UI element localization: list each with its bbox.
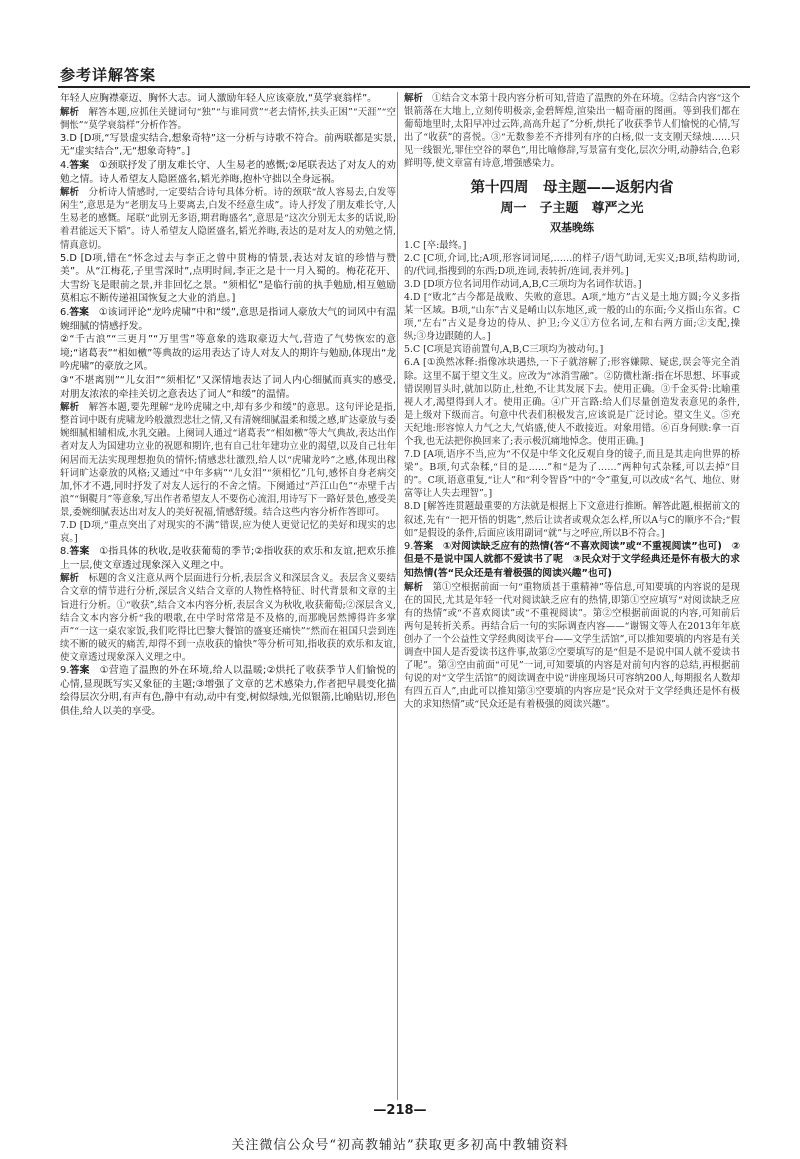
explanation-text: 分析诗人情感时,一定要结合诗句具体分析。诗的颈联“故人容易去,白发等闲生”,意思是为“老朋友马上要离去,白发不经意生成”。诗人抒发了朋友难长守,人生易老的感慨。尾联“此别无多语,期君晦盛名”,意思是“这次分别无太多的话说,盼着君能远天下韬”。诗人希望友人隐匿盛名,韬光养晦,表达的是对友人的劝勉之情,情真意切。 [60, 187, 396, 251]
item-number: 4. [60, 159, 70, 171]
answer-item: 8.D [解答连贯题最重要的方法就是根据上下文意进行推断。解答此题,根据前文的叙述,先有“一把开悟的钥匙”,然后让读者或观众怎么样,所以A与C的顺序不合;“假如”是假设的条件,后面应该用副词“就”与之呼应,所以B不符合。] [404, 501, 740, 539]
answer-item: 5.C [C项是宾语前置句,A,B,C三项均为被动句。] [404, 344, 604, 356]
week-heading: 第十四周 母主题——返躬内省 [470, 179, 674, 196]
explanation-text: 解答本题,要先理解“龙吟虎啸之中,却有多少和缓”的意思。这句评论是指,整首词中既有虎啸龙吟般激烈悲壮之情,又有清婉细腻温柔和缓之感,旷达豪放与委婉细腻相辅相成,水乳交融。上阕词人通过“诸葛表”“相如檄”等大气典故,表达出作者对友人为国建功立业的祝愿和期许,也有自己壮年建功立业的渴望,以及自己壮年闲居而无法实现理想抱负的情怀;情感悲壮激烈,给人以“虎啸龙吟”之感,体现出稼轩词旷达豪放的风格;又通过“中年多病”“儿女泪”“须相忆”几句,感怀自身老病交加,怀才不遇,同时抒发了对友人远行的不舍之情。下阕通过“芦江山色”“赤壁千古浪”“铜鞮月”等意象,写出作者希望友人不要伤心流泪,用诗写下一路好景色,感受美景,委婉细腻表达出对友人的美好祝福,情感舒缓。结合这些内容分析作答即可。 [60, 402, 396, 518]
answer-item: 7.D [A项,语序不当,应为“不仅是中华文化反观自身的镜子,而且是其走向世界的桥梁”。B项,句式杂糅,“目的是……”和“是为了……”两种句式杂糅,可以去掉“目的”。C项,语意重复,“让人”和“利令智昏”中的“令”重复,可以改成“名气、地位、财富等让人失去理智”。] [404, 449, 740, 500]
paragraph: ③“不堪离别”“儿女泪”“须相忆”又深情地表达了词人内心细腻而真实的感受,对朋友浓浓的牵挂关切之意表达了词人“和缓”的温情。 [60, 374, 396, 400]
column-divider [397, 92, 398, 1100]
label-answer: 答案 [69, 546, 90, 558]
answer-item [60, 545, 396, 572]
item-number: 6. [60, 307, 70, 318]
header-rule [58, 86, 750, 88]
explanation [60, 186, 396, 251]
right-column [404, 92, 740, 1100]
answer-item: 7.D [D项,“重点突出了对现实的不满”错误,应为使人更觉记忆的美好和现实的忠哀。] [60, 520, 396, 545]
left-column [60, 92, 396, 1100]
explanation [404, 581, 740, 712]
answer-item: 4.D [“败北”古今都是战败、失败的意思。A项,“地方”古义是土地方圆;今义多指某一区域。B项,“山东”古义是崤山以东地区,或一般的山的东面;今义指山东省。C项,“左右”古义是身边的侍从、护卫;今义①方位名词,左和右两方面;②支配,操纵;③身边跟随的人。] [404, 291, 740, 343]
answer-text: ①指具体的秋收,是收获葡萄的季节;②指收获的欢乐和友谊,把欢乐推上一层,使文章透过现象深入义理之中。 [60, 546, 396, 571]
item-number: 9. [60, 665, 70, 677]
answer-text: ①该词评论“龙吟虎啸”中和“缓”,意思是指词人豪放大气的词风中有温婉细腻的情感抒发。 [60, 307, 396, 332]
label-analysis: 解析 [60, 106, 80, 118]
explanation [60, 401, 396, 519]
section-heading: 双基晚练 [550, 220, 594, 234]
paragraph: 年轻人应胸襟豪迈、胸怀大志。词人激励年轻人应该豪放,“莫学衰翁样”。 [60, 93, 377, 104]
explanation-text: 第①空根据前面一句“重物质甚于重精神”等信息,可知要填的内容说的是现在的国民,尤其是年轻一代对阅读缺乏应有的热情,即第①空应填写“对阅读缺乏应有的热情”或“不喜欢阅读”或“不重视阅读”。第②空根据前面说的内容,可知前后两句是转折关系。再结合后一句的实际调查内容——“谢锡文等人在2013年年底创办了一个公益性文学经典阅读平台——文学生活馆”,可以推知要填的内容是有关调查中国人是否爱读书这件事,故第②空要填写的是“但是不是说中国人就不爱读书了呢”。第③空由前面“可见”一词,可知要填的内容是对前句内容的总结,再根据前句说的对“文学生活馆”的阅读调查中说“讲座现场只可容纳200人,每期报名人数却有四五百人”,由此可以推知第③空要填的内容应是“民众对于文学经典还是怀有极大的求知热情”或“民众还是有着极强的阅读兴趣”。 [404, 581, 740, 711]
answer-item [60, 306, 396, 333]
label-analysis: 解析 [60, 187, 80, 199]
label-answer: 答案 [69, 665, 90, 677]
item-number: 9. [404, 540, 414, 552]
answer-text: ①对阅读缺乏应有的热情(答“不喜欢阅读”或“不重视阅读”也可) ②但是不是说中国人就都不爱读书了呢 ③民众对于文学经典还是怀有极大的求知热情(答“民众还是有着极强的阅读兴趣”也可) [404, 540, 740, 579]
explanation [404, 92, 740, 171]
answer-item: 3.D [D项,“写景虚实结合,想象奇特”这一分析与诗歌不符合。前两联都是实景,无“虚实结合”,无“想象奇特”。] [60, 132, 396, 158]
answer-item: 5.D [D项,错在“怀念过去与李正之曾中贯梅的情景,表达对友谊的珍惜与赞美”。从“江梅花,子里雪深时”,点明时间,李正之是十一月入蜀的。梅花花开、大雪纷飞是眼前之景,并非回忆之景。“须相忆”是临行前的执手勉励,相互勉励莫相忘不断传递祖国恢复之大业的消息。] [60, 252, 396, 305]
answer-item: 6.A [①涣然冰释:指像冰块遇热,一下子就溶解了;形容嫌隙、疑虑,误会等完全消除。这里不属于望文生义。应改为“冰消雪融”。②防微杜渐:指在坏思想、坏事或错误刚冒头时,就加以防止,杜绝,不让其发展下去。使用正确。③千金买骨:比喻重视人才,渴望得到人才。使用正确。④广开言路:给人们尽量创造发表意见的条件,是上级对下级而言。句意中代表们积极发言,应该说是广泛讨论。望文生义。⑤充天纪地:形容惊人力气之大,气焰盛,使人不敢接近。对象用错。⑥百身何赎:拿一百个我,也无法把你换回来了;表示极沉痛地悼念。使用正确。] [404, 357, 740, 447]
answer-text: ①营造了温煦的外在环境,给人以温暖;②烘托了收获季节人们愉悦的心情,显现既写实又象征的主题;③增强了文章的艺术感染力,作者把早晨变化描绘得层次分明,有声有色,静中有动,动中有变,树似绿烛,光似银箭,比喻贴切,形色俱佳,给人以美的享受。 [60, 665, 396, 717]
label-analysis: 解析 [60, 573, 80, 585]
answer-item: 1.C [卒:最终。] [404, 239, 467, 251]
label-answer: 答案 [413, 540, 434, 552]
item-number: 8. [60, 546, 70, 558]
explanation [60, 572, 396, 664]
label-answer: 答案 [69, 307, 89, 318]
label-answer: 答案 [69, 159, 90, 171]
explanation [60, 106, 396, 132]
answer-item: 2.C [C项,介词,比;A项,形容词词尾,……的样子/语气助词,无实义;B项,结构助词,的/代词,指搜到的东西;D项,连词,表转折/连词,表并列。] [404, 252, 740, 277]
answer-item [404, 540, 740, 581]
label-analysis: 解析 [60, 402, 80, 414]
label-analysis: 解析 [404, 93, 423, 104]
explanation-text: 解答本题,应抓住关键词句“独”“与谁同赏”“老去情怀,扶头正困”“天涯”“空惆怅”“莫学衰翁样”分析作答。 [60, 106, 396, 131]
explanation-text: 标题的含义注意从两个层面进行分析,表层含义和深层含义。表层含义要结合文章的情节进行分析,深层含义结合文章的人物性格特征、时代背景和文章的主旨进行分析。①“收获”,结合文本内容分析,表层含义为秋收,收获葡萄;②深层含义,结合文本内容分析“我的喂歌,在中学时常常是不及格的,而那晚居然博得许多掌声”“一这一桌农家饭,我们吃得比巴黎大餐馆的盛宴还痛快”“然而在祖国只尝到连续不断的破灭的痛苦,却得不到一点收获的愉快”等分析可知,指收获的欢乐和友谊,使文章透过现象深入义理之中。 [60, 573, 396, 663]
answer-text: ①颈联抒发了朋友难长守、人生易老的感慨;②尾联表达了对友人的劝勉之情。诗人希望友人隐匿盛名,韬光养晦,抱朴守拙以全身远祸。 [60, 159, 396, 185]
page-number: —218— [373, 1103, 427, 1118]
paragraph: ②“千古浪”“三更月”“万里雪”等意象的选取豪迈大气,营造了气势恢宏的意境;“诸葛表”“相如檄”等典故的运用表达了诗人对友人的期许与勉励,体现出“龙吟虎啸”的豪放之风。 [60, 334, 396, 373]
answer-item: 3.D [D项方位名词用作动词,A,B,C三项均为名词作状语。] [404, 278, 642, 290]
explanation-text: ①结合文本第十段内容分析可知,营造了温煦的外在环境。②结合内容“这个银箭落在大地上,立刻传明极亲,金碧辉煌,渲染出一幅奇丽的图画。等到我们都在葡萄地里时,太阳早冲过云阵,高高升起了”分析,烘托了收获季节人们愉悦的心情,写出了“收获”的喜悦。③“无数参差不齐排列有序的白杨,似一支支刚天绿烛……只见一线银光,罪住空谷的翠色”,用比喻修辞,写景富有变化,层次分明,动静结合,色彩鲜明等,使文章富有诗意,增强感染力。 [404, 93, 740, 170]
answer-item [60, 159, 396, 186]
answer-item [60, 664, 396, 718]
day-heading: 周一 子主题 尊严之光 [500, 200, 644, 216]
footer-note: 关注微信公众号“初高教辅站”获取更多初高中教辅资料 [231, 1138, 569, 1153]
label-analysis: 解析 [404, 581, 424, 593]
page-header-title: 参考详解答案 [60, 66, 157, 84]
